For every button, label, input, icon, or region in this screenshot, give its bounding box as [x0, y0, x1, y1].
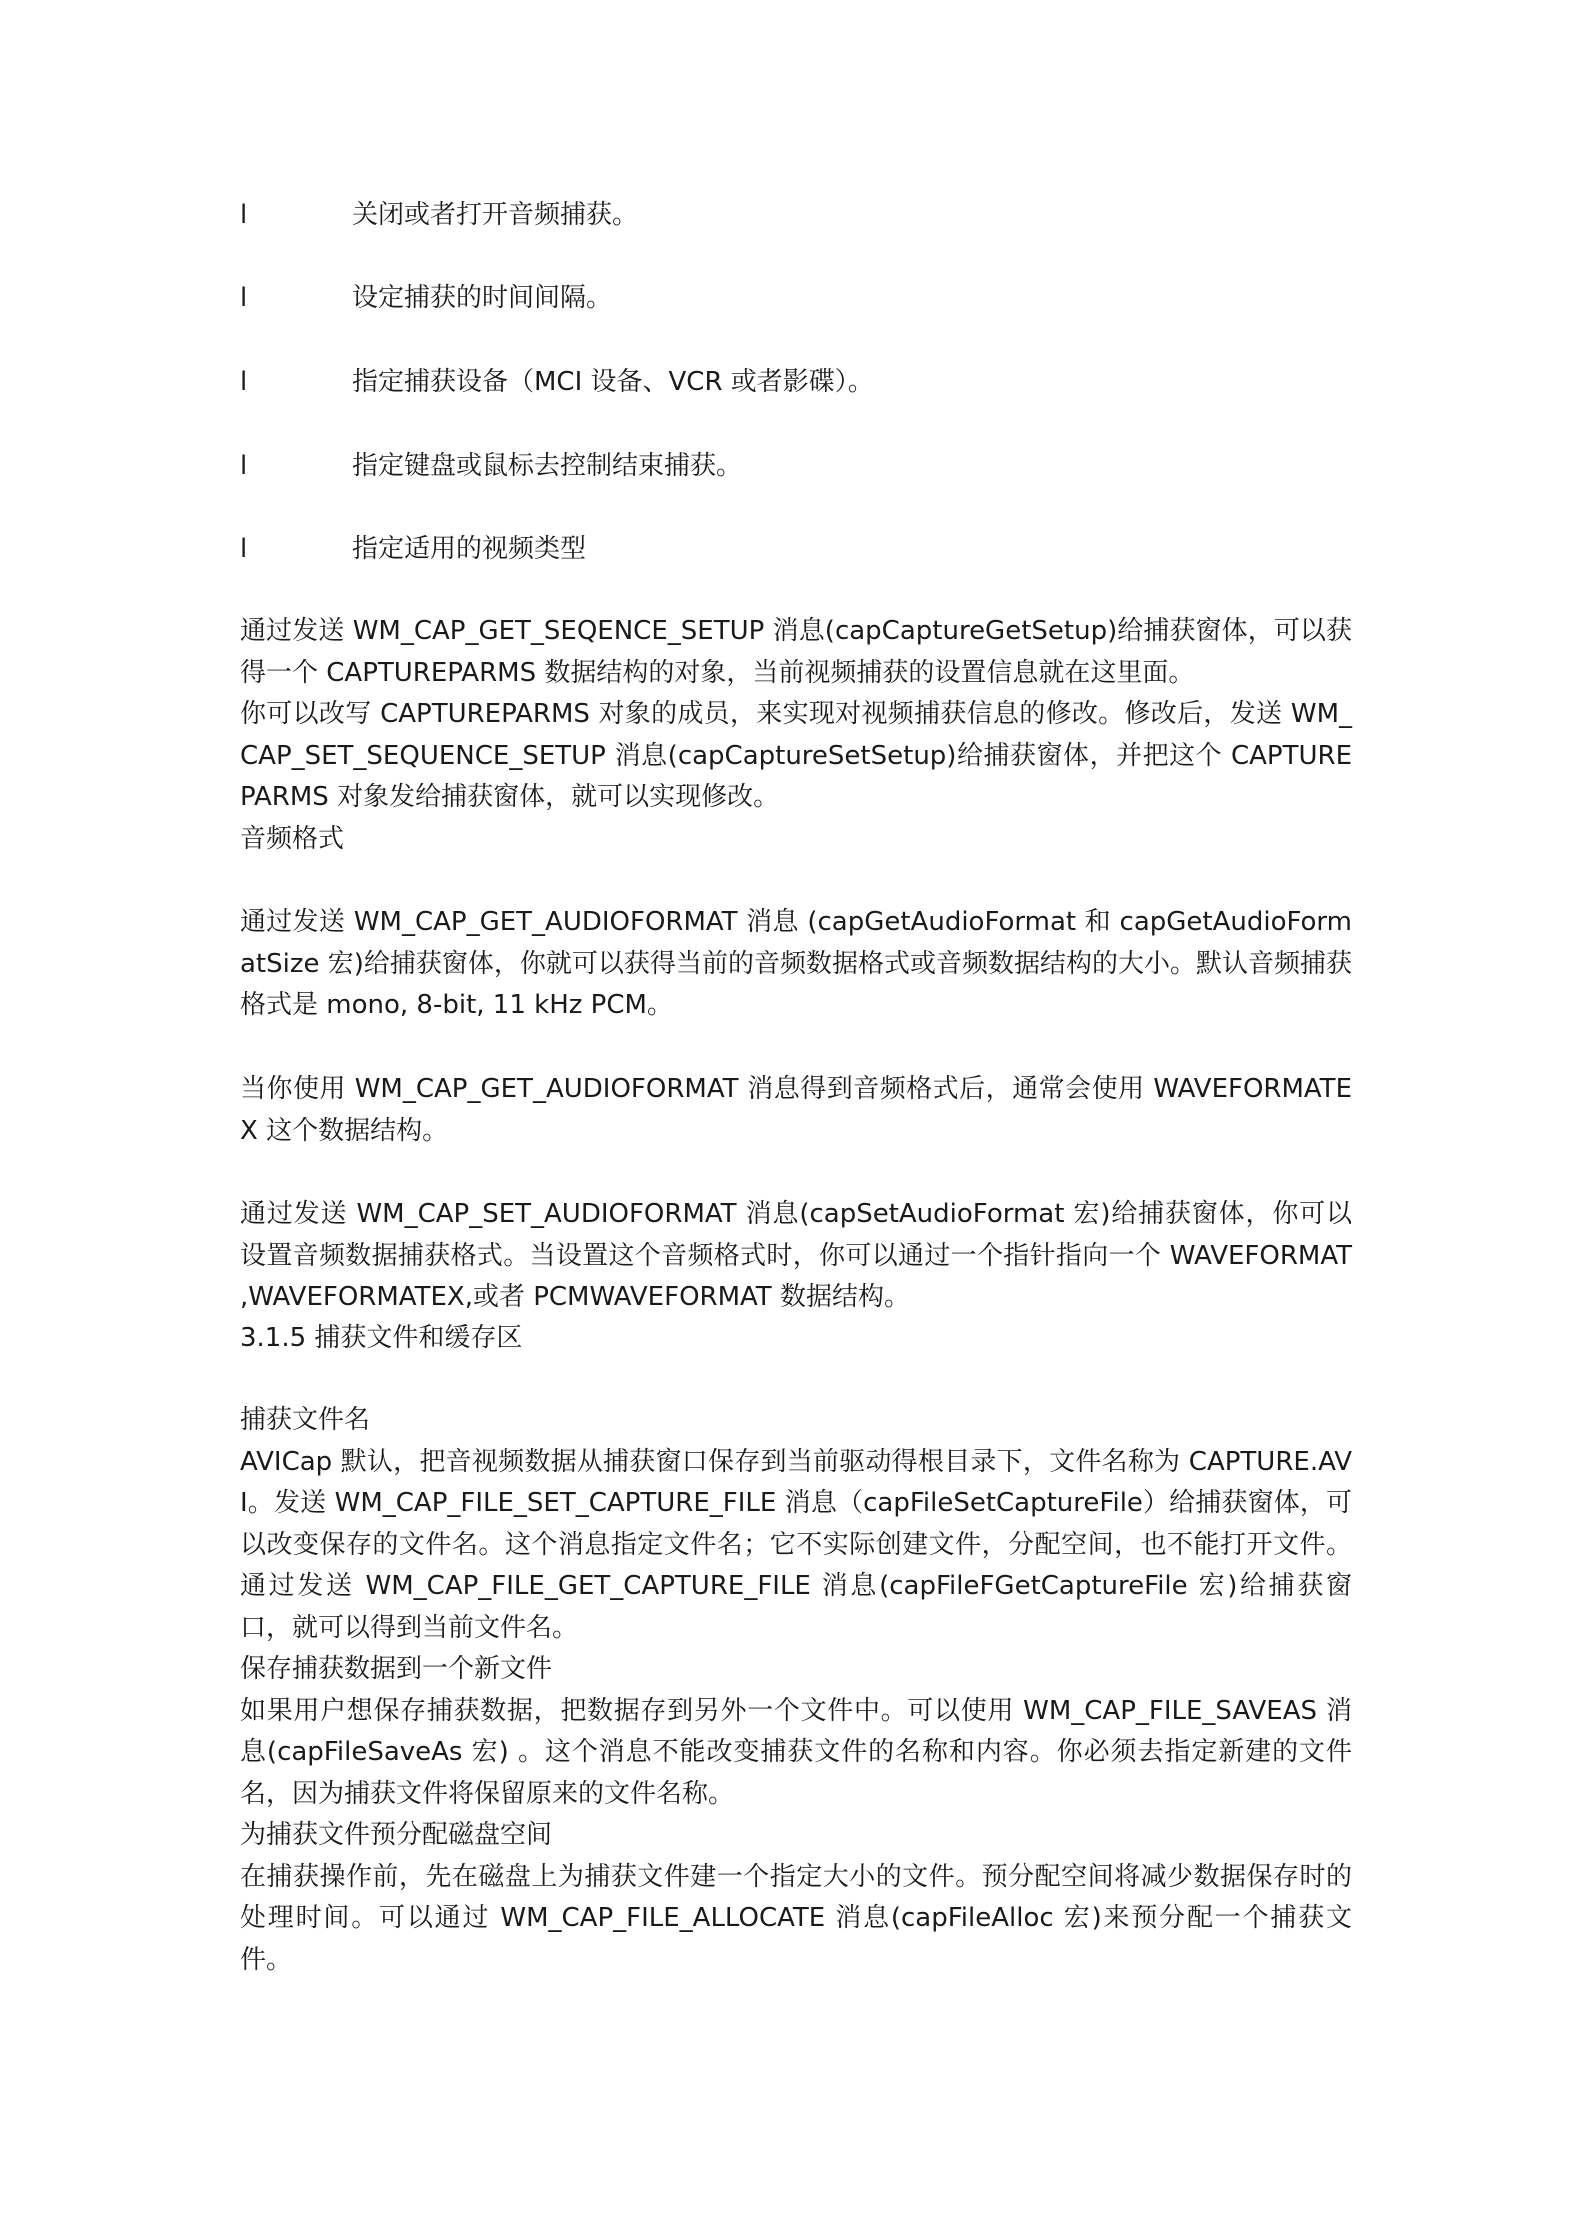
bullet-marker: l [240, 200, 248, 230]
paragraph-preallocate: 在捕获操作前，先在磁盘上为捕获文件建一个指定大小的文件。预分配空间将减少数据保存时的处理时间。可以通过 WM_CAP_FILE_ALLOCATE 消息(capFileAlloc 宏)来预分配一个捕获文件。 [240, 1861, 1352, 1975]
paragraph-get-setup: 通过发送 WM_CAP_GET_SEQENCE_SETUP 消息(capCaptureGetSetup)给捕获窗体，可以获得一个 CAPTUREPARMS 数据结构的对象，当前视频捕获的设置信息就在这里面。 [240, 616, 1352, 688]
bullet-text: 设定捕获的时间间隔。 [352, 283, 613, 313]
bullet-item-video-type [240, 529, 1360, 569]
bullet-text: 指定键盘或鼠标去控制结束捕获。 [352, 451, 743, 481]
bullet-marker: l [240, 534, 248, 564]
bullet-item-interval [240, 278, 1360, 318]
bullet-text: 指定捕获设备（MCI 设备、VCR 或者影碟）。 [352, 367, 874, 397]
setup-section [240, 611, 1352, 860]
capture-files-section [240, 1400, 1352, 1981]
paragraph-save-new-file: 如果用户想保存捕获数据，把数据存到另外一个文件中。可以使用 WM_CAP_FILE_SAVEAS 消息(capFileSaveAs 宏) 。这个消息不能改变捕获文件的名称和内容。你必须去指定新建的文件名，因为捕获文件将保留原来的文件名称。 [240, 1695, 1352, 1809]
bullet-text: 关闭或者打开音频捕获。 [352, 200, 639, 230]
paragraph-get-audioformat: 通过发送 WM_CAP_GET_AUDIOFORMAT 消息 (capGetAudioFormat 和 capGetAudioFormatSize 宏)给捕获窗体，你就可以获得当前的音频数据格式或音频数据结构的大小。默认音频捕获格式是 mono, 8-bit, 11 kHz PCM。 [240, 907, 1352, 1020]
bullet-marker: l [240, 283, 248, 313]
heading-save-new-file: 保存捕获数据到一个新文件 [240, 1654, 553, 1684]
bullet-marker: l [240, 451, 248, 481]
heading-capture-filename: 捕获文件名 [240, 1405, 371, 1435]
bullet-item-stop-control [240, 446, 1360, 486]
bullet-marker: l [240, 367, 248, 397]
paragraph-set-setup: 你可以改写 CAPTUREPARMS 对象的成员，来实现对视频捕获信息的修改。修改后，发送 WM_CAP_SET_SEQUENCE_SETUP 消息(capCaptureSetSetup)给捕获窗体，并把这个 CAPTUREPARMS 对象发给捕获窗体，就可以实现修改。 [240, 699, 1352, 812]
paragraph-waveformatex: 当你使用 WM_CAP_GET_AUDIOFORMAT 消息得到音频格式后，通常会使用 WAVEFORMATEX 这个数据结构。 [240, 1074, 1352, 1146]
paragraph-set-audioformat: 通过发送 WM_CAP_SET_AUDIOFORMAT 消息(capSetAudioFormat 宏)给捕获窗体，你可以设置音频数据捕获格式。当设置这个音频格式时，你可以通过一个指针指向一个 WAVEFORMAT ,WAVEFORMATEX,或者 PCMWAVEFORMAT 数据结构。 [240, 1199, 1352, 1312]
bullet-text: 指定适用的视频类型 [352, 534, 587, 564]
section-heading-capture-files: 3.1.5 捕获文件和缓存区 [240, 1323, 523, 1353]
bullet-item-audio-toggle [240, 195, 1360, 235]
heading-preallocate: 为捕获文件预分配磁盘空间 [240, 1820, 553, 1850]
bullet-item-device [240, 362, 1360, 402]
paragraph-capture-filename: AVICap 默认，把音视频数据从捕获窗口保存到当前驱动得根目录下，文件名称为 CAPTURE.AVI。发送 WM_CAP_FILE_SET_CAPTURE_FILE 消息（capFileSetCaptureFile）给捕获窗体，可以改变保存的文件名。这个消息指定文件名；它不实际创建文件，分配空间，也不能打开文件。通过发送 WM_CAP_FILE_GET_CAPTURE_FILE 消息(capFileFGetCaptureFile 宏)给捕获窗口，就可以得到当前文件名。 [240, 1446, 1352, 1643]
heading-audio-format: 音频格式 [240, 823, 345, 854]
